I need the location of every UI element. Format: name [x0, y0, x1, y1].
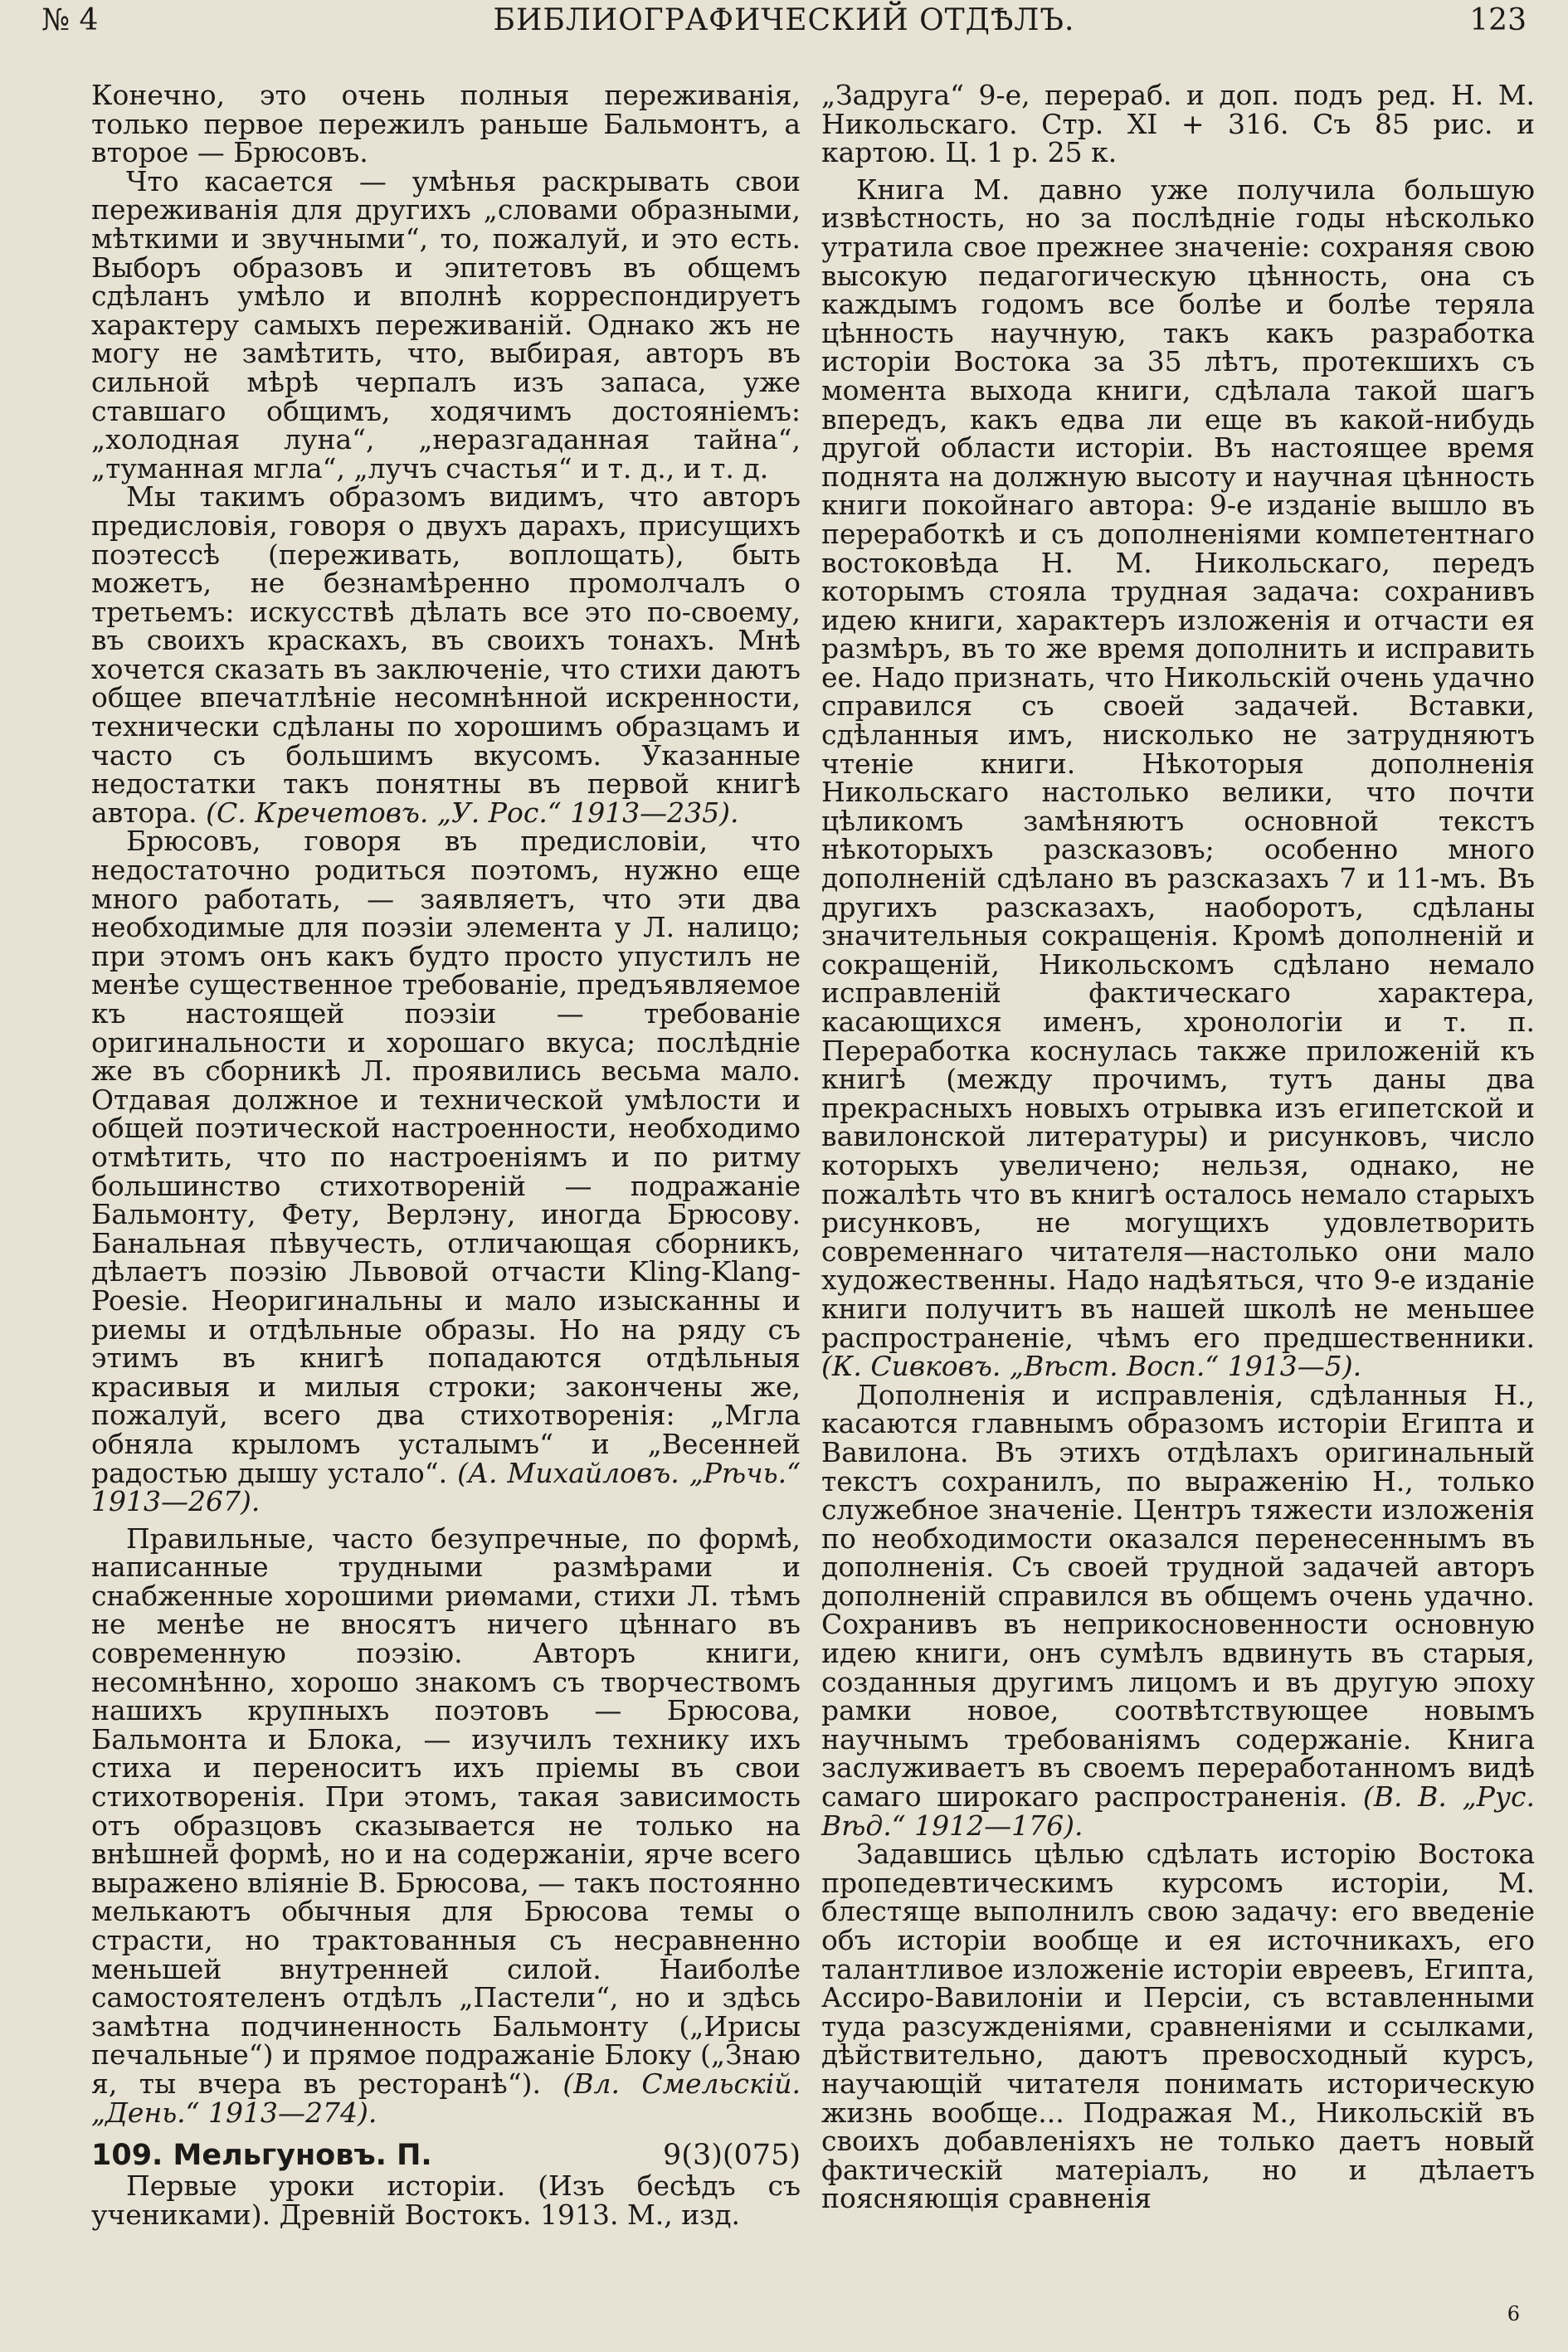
citation: (В. В. „Рус. Вѣд.“ 1912—176). [821, 1780, 1535, 1842]
citation: (А. Михайловъ. „Рѣчь.“ 1913—267). [91, 1456, 801, 1518]
entry-description: Первые уроки исторіи. (Изъ бесѣдъ съ учениками). Древній Востокъ. 1913. М., изд. [91, 2169, 801, 2231]
paragraph [91, 1522, 801, 2129]
left-column [91, 81, 801, 2229]
page-number: 123 [1469, 3, 1527, 37]
signature-mark: 6 [1507, 2302, 1520, 2325]
citation: (С. Кречетовъ. „У. Рос.“ 1913—235). [206, 796, 739, 829]
entry-description-continued: „Задруга“ 9-е, перераб. и доп. подъ ред. Н. М. Никольскаго. Стр. XI + 316. Съ 85 рис. и картою. Ц. 1 р. 25 к. [821, 79, 1535, 169]
paragraph: Задавшись цѣлью сдѣлать исторію Востока пропедевтическимъ курсомъ исторіи, М. блестяще выполнилъ свою задачу: его введеніе объ исторіи вообще и ея источникахъ, его талантливое изложеніе исторіи евреевъ, Египта, Ассиро-Вавилоніи и Персіи, съ вставленными туда разсужденіями, сравненіями и ссылками, дѣйствительно, даютъ превосходный курсъ, научающій читателя понимать историческую жизнь вообще... Подражая М., Никольскій въ своихъ добавленіяхъ не только даетъ новый фактическій матеріалъ, но и дѣлаетъ поясняющія сравненія [821, 1838, 1535, 2215]
citation: (К. Сивковъ. „Вѣст. Восп.“ 1913—5). [821, 1350, 1362, 1383]
paragraph [91, 827, 801, 1516]
citation: (Вл. Смельскій. „День.“ 1913—274). [91, 2067, 801, 2129]
paragraph [821, 173, 1535, 1383]
section-title: БИБЛИОГРАФИЧЕСКИЙ ОТДѢЛЪ. [493, 3, 1075, 37]
paragraph [91, 480, 801, 829]
paragraph: Что касается — умѣнья раскрывать свои переживанія для другихъ „словами образными, мѣткими и звучными“, то, пожалуй, и это есть. Выборъ образовъ и эпитетовъ въ общемъ сдѣланъ умѣло и вполнѣ корреспондируетъ характеру самыхъ переживаній. Однако жъ не могу не замѣтить, что, выбирая, авторъ въ сильной мѣрѣ черпалъ изъ запаса, уже ставшаго общимъ, ходячимъ достояніемъ: „холодная луна“, „неразгаданная тайна“, „туманная мгла“, „лучъ счастья“ и т. д., и т. д. [91, 164, 801, 485]
right-column [821, 81, 1535, 2213]
entry-classification: 9(3)(075) [663, 2139, 801, 2173]
paragraph-text: Правильные, часто безупречные, по формѣ, написанные трудными размѣрами и снабженные хорошими риѳмами, стихи Л. тѣмъ не менѣе не вносятъ ничего цѣннаго въ современную поэзію. Авторъ книги, несомнѣнно, хорошо знакомъ съ творчествомъ нашихъ крупныхъ поэтовъ — Брюсова, Бальмонта и Блока, — изучилъ технику ихъ стиха и переноситъ ихъ пріемы въ свои стихотворенія. При этомъ, такая зависимость отъ образцовъ сказывается не только на внѣшней формѣ, но и на содержаніи, ярче всего выражено вліяніе В. Брюсова, — такъ постоянно мелькаютъ обычныя для Брюсова темы о страсти, но трактованныя съ несравненно меньшей внутренней силой. Наиболѣе самостоятеленъ отдѣлъ „Пастели“, но и здѣсь замѣтна подчиненность Бальмонту („Ирисы печальные“) и прямое подражаніе Блоку („Знаю я, ты вчера въ ресторанѣ“). [91, 1522, 801, 2100]
entry-author: 109. Мельгуновъ. П. [91, 2139, 432, 2173]
paragraph: Конечно, это очень полныя переживанія, только первое пережилъ раньше Бальмонтъ, а второе — Брюсовъ. [91, 79, 801, 169]
paragraph-text: Мы такимъ образомъ видимъ, что авторъ предисловія, говоря о двухъ дарахъ, присущихъ поэтессѣ (переживать, воплощать), быть можетъ, не безнамѣренно промолчалъ о третьемъ: искусствѣ дѣлать все это по-своему, въ своихъ краскахъ, въ своихъ тонахъ. Мнѣ хочется сказать въ заключеніе, что стихи даютъ общее впечатлѣніе несомнѣнной искренности, технически сдѣланы по хорошимъ образцамъ и часто съ большимъ вкусомъ. Указанные недостатки такъ понятны въ первой книгѣ автора. [91, 480, 801, 829]
issue-number: № 4 [41, 3, 99, 37]
paragraph-text: Книга М. давно уже получила большую извѣстность, но за послѣдніе годы нѣсколько утратила свое прежнее значеніе: сохраняя свою высокую педагогическую цѣнность, она съ каждымъ годомъ все болѣе и болѣе теряла цѣнность научную, такъ какъ разработка исторіи Востока за 35 лѣтъ, протекшихъ съ момента выхода книги, сдѣлала такой шагъ впередъ, какъ едва ли еще въ какой-нибудь другой области исторіи. Въ настоящее время поднята на должную высоту и научная цѣнность книги покойнаго автора: 9-е изданіе вышло въ переработкѣ и съ дополненіями компетентнаго востоковѣда Н. М. Никольскаго, передъ которымъ стояла трудная задача: сохранивъ идею книги, характеръ изложенія и отчасти ея размѣръ, въ то же время дополнить и исправить ее. Надо признать, что Никольскій очень удачно справился съ своей задачей. Вставки, сдѣланныя имъ, нисколько не затрудняютъ чтеніе книги. Нѣкоторыя дополненія Никольскаго настолько велики, что почти цѣликомъ замѣняютъ основной текстъ нѣкоторыхъ разсказовъ; особенно много дополненій сдѣлано въ разсказахъ 7 и 11-мъ. Въ другихъ разсказахъ, наоборотъ, сдѣланы значительныя сокращенія. Кромѣ дополненій и сокращеній, Никольскомъ сдѣлано немало исправленій фактическаго характера, касающихся именъ, хронологіи и т. п. Переработка коснулась также приложеній къ книгѣ (между прочимъ, тутъ даны два прекрасныхъ новыхъ отрывка изъ египетской и вавилонской литературы) и рисунковъ, число которыхъ увеличено; нельзя, однако, не пожалѣть что въ книгѣ осталось немало старыхъ рисунковъ, не могущихъ удовлетворить современнаго читателя—настолько они мало художественны. Надо надѣяться, что 9-е изданіе книги получитъ въ нашей школѣ не меньшее распространеніе, чѣмъ его предшественники. [821, 173, 1535, 1354]
entry-heading [91, 2139, 801, 2172]
paragraph-text: Брюсовъ, говоря въ предисловіи, что недостаточно родиться поэтомъ, нужно еще много работать, — заявляетъ, что эти два необходимые для поэзіи элемента у Л. налицо; при этомъ онъ какъ будто просто упустилъ не менѣе существенное требованіе, предъявляемое къ настоящей поэзіи — требованіе оригинальности и хорошаго вкуса; послѣдніе же въ сборникѣ Л. проявились весьма мало. Отдавая должное и технической умѣлости и общей поэтической настроенности, необходимо отмѣтить, что по настроеніямъ и по ритму большинство стихотвореній — подражаніе Бальмонту, Фету, Верлэну, иногда Брюсову. Банальная пѣвучесть, отличающая сборникъ, дѣлаетъ поэзію Львовой отчасти Kling-Klang-Poesie. Неоригинальны и мало изысканны и риемы и отдѣльные образы. Но на ряду съ этимъ въ книгѣ попадаются отдѣльныя красивыя и милыя строки; закончены же, пожалуй, всего два стихотворенія: „Мгла обняла крыломъ усталымъ“ и „Весенней радостью дышу устало“. [91, 825, 801, 1489]
paragraph [821, 1378, 1535, 1842]
paragraph-text: Дополненія и исправленія, сдѣланныя Н., касаются главнымъ образомъ исторіи Египта и Вавилона. Въ этихъ отдѣлахъ оригинальный текстъ сохранилъ, по выраженію Н., только служебное значеніе. Центръ тяжести изложенія по необходимости оказался перенесеннымъ въ дополненія. Съ своей трудной задачей авторъ дополненій справился въ общемъ очень удачно. Сохранивъ въ неприкосновенности основную идею книги, онъ сумѣлъ вдвинуть въ старыя, созданныя другимъ лицомъ и въ другую эпоху рамки новое, соотвѣтствующее новымъ научнымъ требованіямъ содержаніе. Книга заслуживаетъ въ своемъ переработанномъ видѣ самаго широкаго распространенія. [821, 1378, 1535, 1814]
page-header [41, 2, 1527, 48]
